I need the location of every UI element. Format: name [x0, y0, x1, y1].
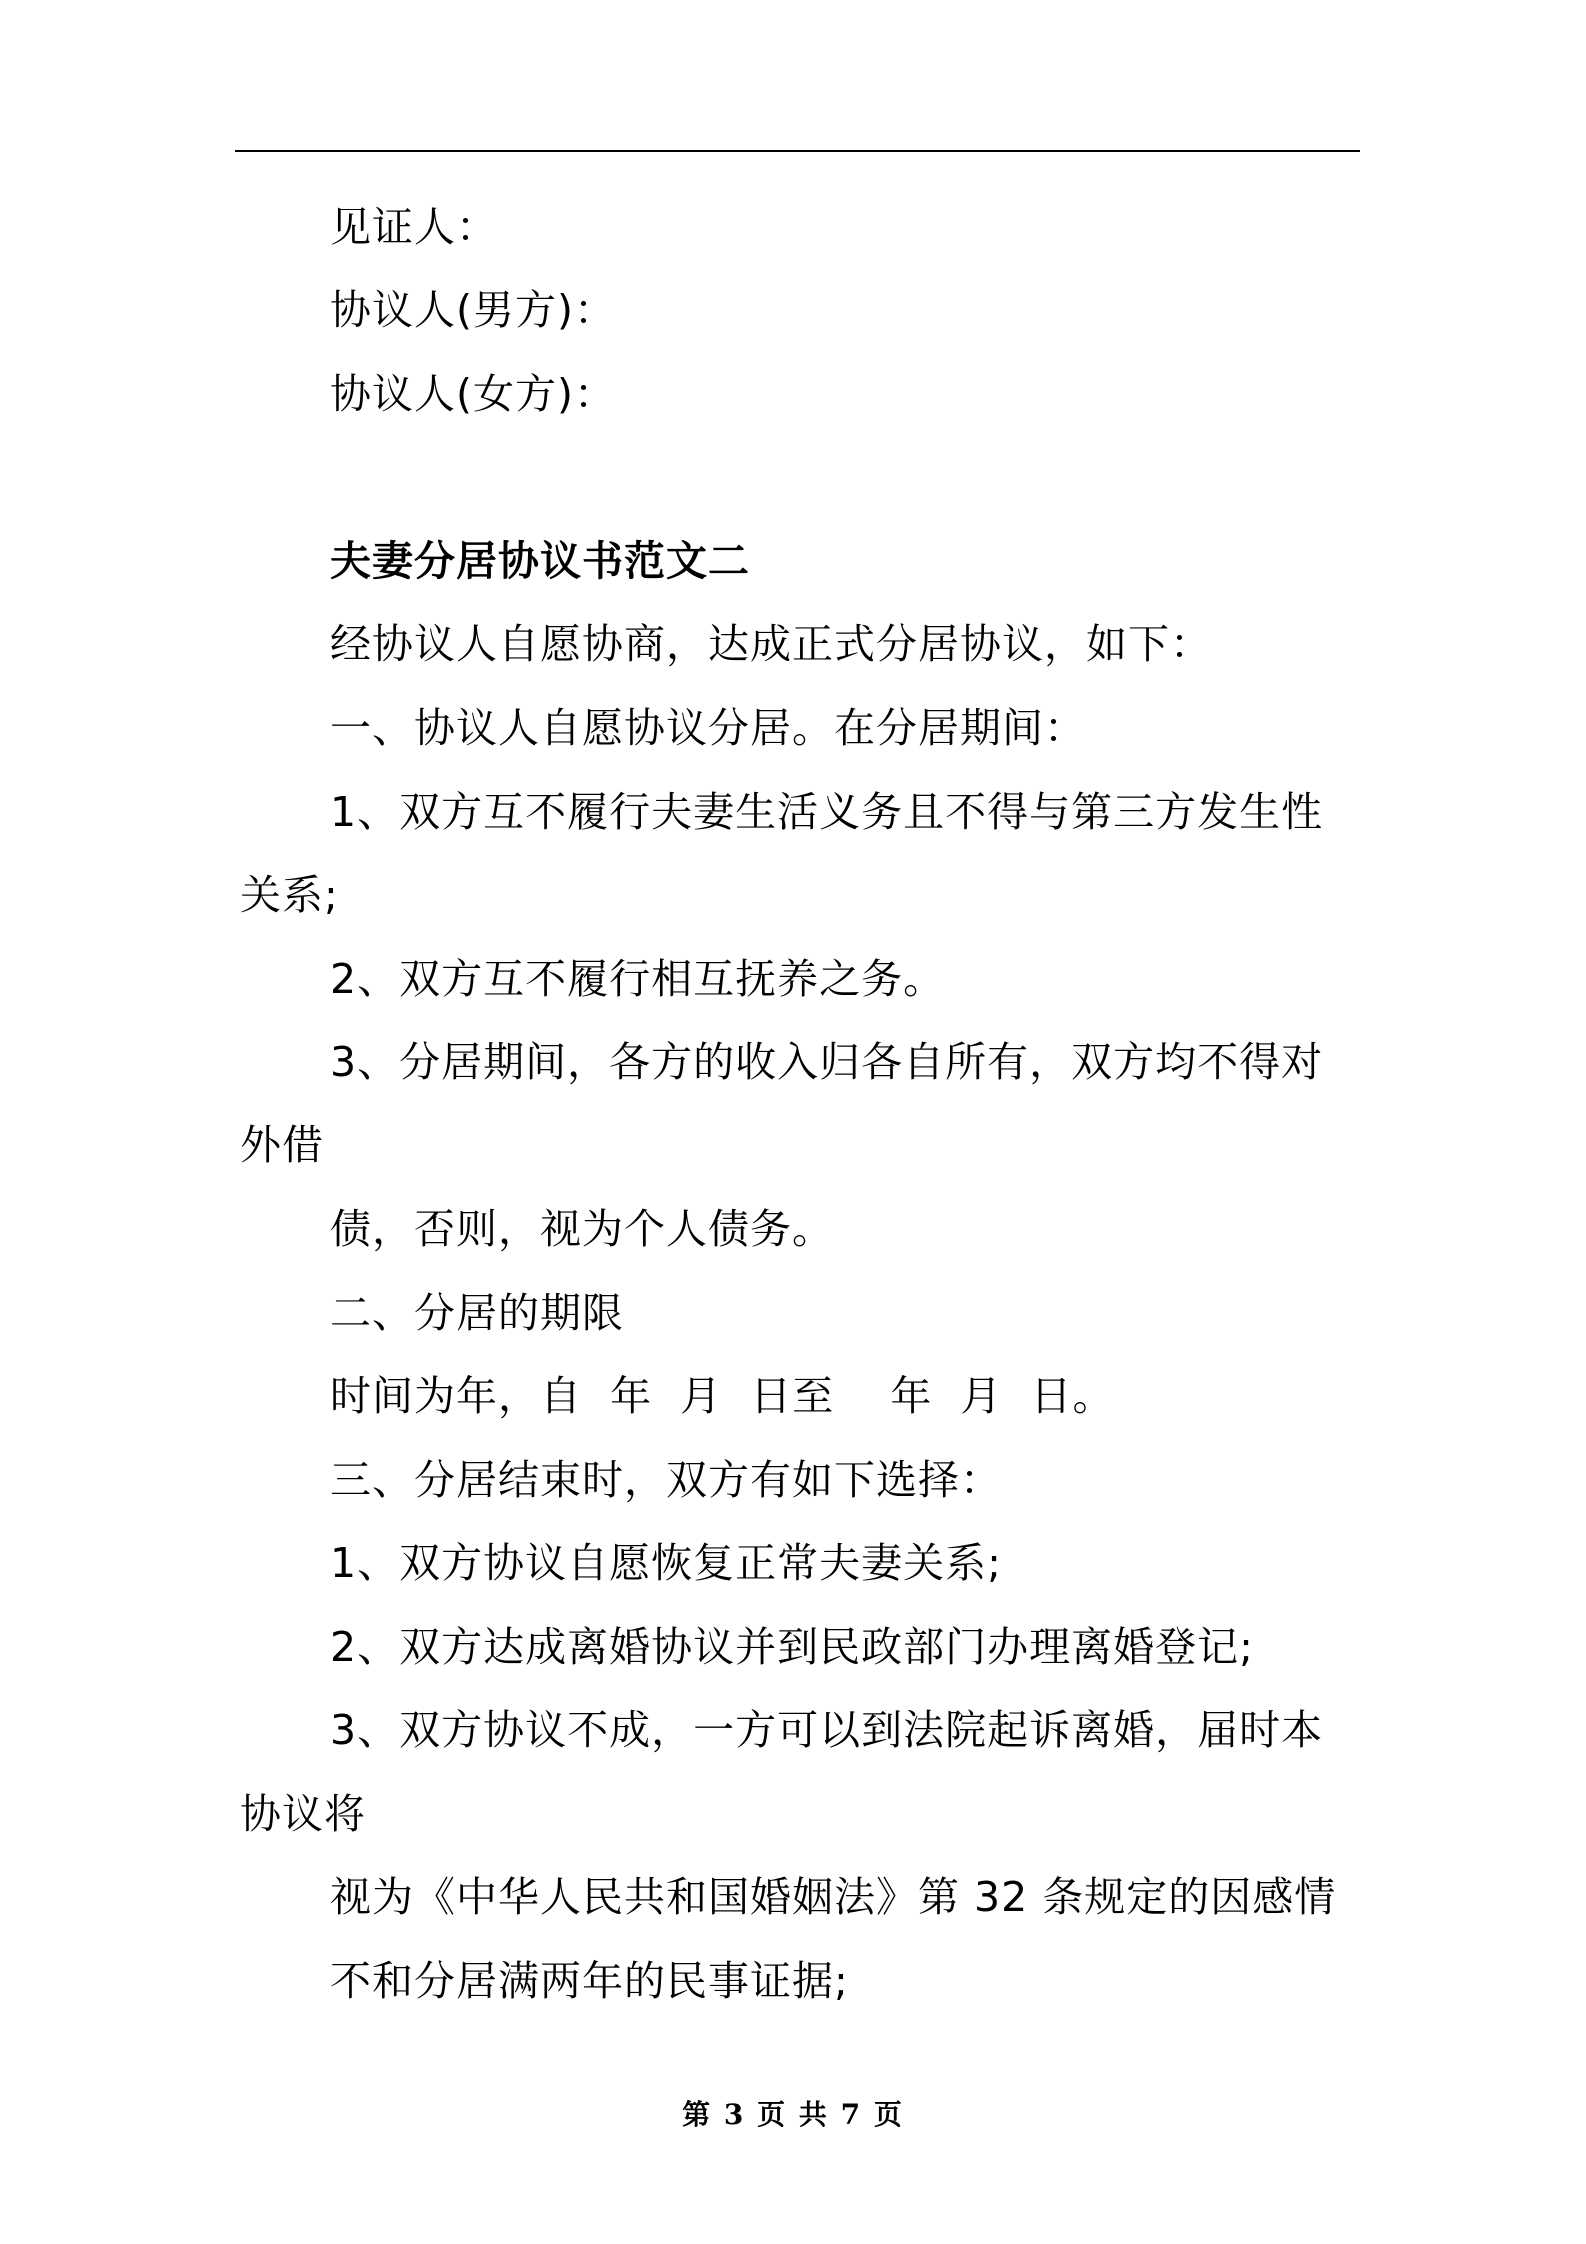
paragraph-line: 2、双方互不履行相互抚养之务。 — [330, 955, 946, 1003]
witness-line: 见证人： — [330, 203, 498, 251]
paragraph-line: 三、分居结束时，双方有如下选择： — [330, 1456, 1002, 1504]
header-rule — [235, 150, 1360, 152]
paragraph-line: 经协议人自愿协商，达成正式分居协议，如下： — [330, 620, 1212, 668]
party-male-line: 协议人(男方)： — [330, 286, 616, 334]
section-title: 夫妻分居协议书范文二 — [330, 537, 750, 585]
paragraph-line: 时间为年，自 年 月 日至 年 月 日。 — [330, 1372, 1115, 1420]
paragraph-line: 一、协议人自愿协议分居。在分居期间： — [330, 704, 1086, 752]
paragraph-line: 外借 — [240, 1121, 324, 1169]
paragraph-line: 1、双方协议自愿恢复正常夫妻关系; — [330, 1539, 1002, 1587]
paragraph-line: 3、双方协议不成，一方可以到法院起诉离婚，届时本 — [330, 1706, 1324, 1754]
paragraph-line: 债，否则，视为个人债务。 — [330, 1205, 834, 1253]
paragraph-line: 1、双方互不履行夫妻生活义务且不得与第三方发生性 — [330, 788, 1324, 836]
paragraph-line: 视为《中华人民共和国婚姻法》第 32 条规定的因感情 — [330, 1873, 1337, 1921]
paragraph-line: 二、分居的期限 — [330, 1289, 624, 1337]
paragraph-line: 协议将 — [240, 1790, 366, 1838]
party-female-line: 协议人(女方)： — [330, 370, 616, 418]
page-number-footer: 第 3 页 共 7 页 — [682, 2098, 904, 2131]
paragraph-line: 关系; — [240, 871, 339, 919]
paragraph-line: 不和分居满两年的民事证据; — [330, 1957, 849, 2005]
paragraph-line: 3、分居期间，各方的收入归各自所有，双方均不得对 — [330, 1038, 1324, 1086]
paragraph-line: 2、双方达成离婚协议并到民政部门办理离婚登记; — [330, 1623, 1254, 1671]
